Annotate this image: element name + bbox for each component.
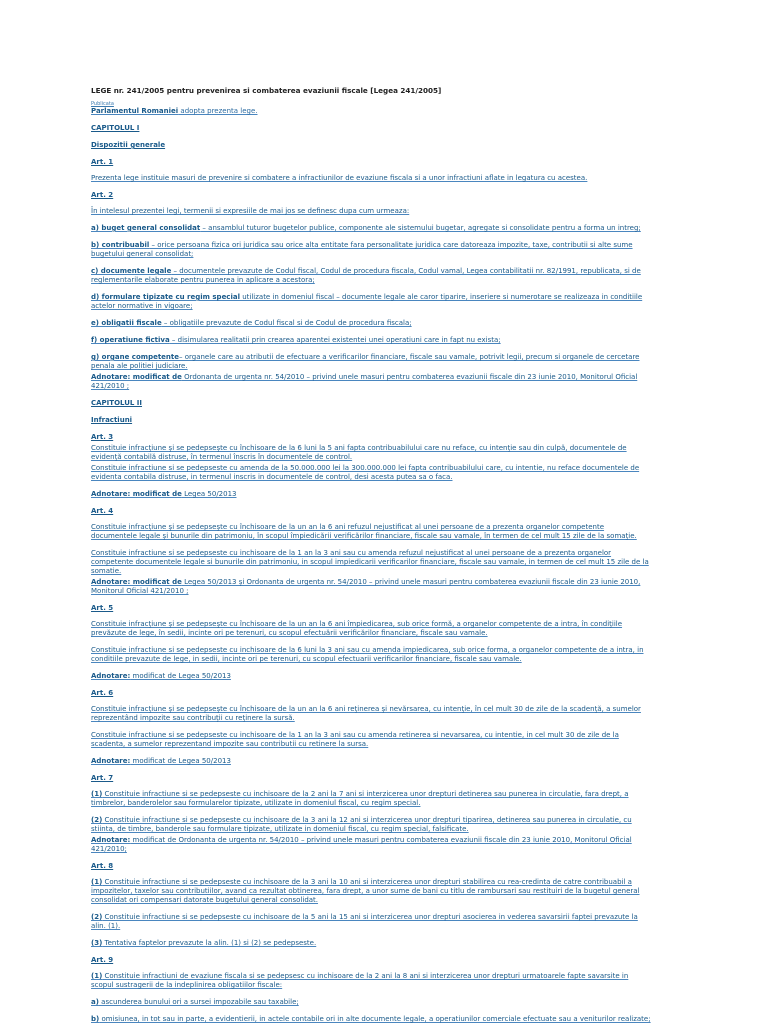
annotation-5-text: modificat de Legea 50/2013 [130, 757, 231, 765]
chapter-1-title[interactable]: Dispozitii generale [91, 141, 166, 149]
definition-b-term: b) contribuabil [91, 241, 150, 249]
article-9-letter-b-label: b) [91, 1015, 100, 1023]
article-8-paragraph-2-number: (2) [91, 913, 103, 921]
definition-c-term: c) documente legale [91, 267, 172, 275]
intro-text[interactable]: adopta prezenta lege. [178, 107, 258, 115]
article-8-paragraph-3-text: Tentativa faptelor prevazute la alin. (1) si (2) se pedepseste. [102, 939, 317, 947]
article-6-text-1[interactable]: Constituie infracţiune şi se pedepseşte cu închisoare de la un an la 6 ani reţinerea şi nevărsarea, cu intenţie, în cel mult 30 de zile de la scadenţă, a sumelor reprezentând impozite sau contribuţii cu reţinere la sursă. [91, 705, 641, 722]
definition-d-text: utilizate in domeniul fiscal – documente legale ale caror tiparire, inseriere si numerotare se realizeaza in conditiile actelor normative in vigoare; [91, 293, 643, 310]
chapter-2-heading[interactable]: CAPITOLUL II [91, 399, 143, 407]
definition-b[interactable] [91, 241, 651, 259]
annotation-5-label: Adnotare: [91, 757, 131, 765]
article-8-paragraph-2-text: Constituie infractiune si se pedepseste cu inchisoare de la 5 ani la 15 ani si interzicerea unor drepturi asocierea in vederea savarsirii faptei prevazute la alin. (1). [91, 913, 638, 930]
definition-g-term: g) organe competente [91, 353, 179, 361]
annotation-2[interactable] [91, 490, 651, 499]
article-7-paragraph-2-number: (2) [91, 816, 103, 824]
annotation-2-text: Legea 50/2013 [181, 490, 237, 498]
definition-f-text: – disimularea realitatii prin crearea aparentei existentei unei operatiuni care in fapt nu exista; [169, 336, 501, 344]
article-3-text-1[interactable]: Constituie infracţiune şi se pedepseşte cu închisoare de la 6 luni la 5 ani fapta contribuabilului care nu reface, cu intenţie sau din culpă, documentele de evidenţă contabilă distruse, în termenul înscris în documentele de control. [91, 444, 627, 461]
definition-e-text: – obligatiile prevazute de Codul fiscal si de Codul de procedura fiscala; [161, 319, 412, 327]
article-7-heading[interactable]: Art. 7 [91, 774, 114, 782]
article-7-paragraph-2[interactable] [91, 816, 651, 834]
article-9-paragraph-1[interactable] [91, 972, 651, 990]
annotation-2-label: Adnotare: modificat de [91, 490, 182, 498]
definition-f-term: f) operatiune fictiva [91, 336, 170, 344]
definition-a-text: – ansamblul tuturor bugetelor publice, componente ale sistemului bugetar, agregate si consolidate pentru a forma un intreg; [200, 224, 641, 232]
intro-bold[interactable]: Parlamentul Romaniei [91, 107, 179, 115]
definition-b-text: – orice persoana fizica ori juridica sau orice alta entitate fara personalitate juridica care datoreaza impozite, taxe, contributii si alte sume bugetului general consolidat; [91, 241, 633, 258]
article-4-text-1[interactable]: Constituie infracţiune şi se pedepseşte cu închisoare de la un an la 6 ani refuzul nejustificat al unei persoane de a prezenta organelor competente documentele legale şi bunurile din patrimoniu, în scopul împiedicării verificărilor financiare, fiscale sau vamale, în termen de cel mult 15 zile de la somaţie. [91, 523, 637, 540]
article-8-paragraph-1-text: Constituie infractiune si se pedepseste cu inchisoare de la 3 ani la 10 ani si interzicerea unor drepturi stabilirea cu rea-credinta de catre contribuabil a impozitelor, taxelor sau contributiilor, avand ca rezultat obtinerea, fara drept, a unor sume de bani cu titlu de rambursari sau restituiri de la bugetul general consolidat ori compensari datorate bugetului general consolidat. [91, 878, 640, 904]
law-document [91, 86, 651, 1032]
chapter-2-title[interactable]: Infractiuni [91, 416, 133, 424]
article-5-heading[interactable]: Art. 5 [91, 604, 114, 612]
article-3-text-2[interactable]: Constituie infractiune si se pedepseste cu amenda de la 50.000.000 lei la 300.000.000 lei fapta contribuabilului care, cu intentie, nu reface documentele de evidenta contabila distruse, in termenul inscris in documentele de control, desi acesta putea sa o faca. [91, 464, 640, 481]
annotation-3-label: Adnotare: modificat de [91, 578, 182, 586]
article-7-paragraph-1-number: (1) [91, 790, 103, 798]
annotation-6-label: Adnotare: [91, 836, 131, 844]
definition-g-text: – organele care au atributii de efectuare a verificarilor financiare, fiscale sau vamale, potrivit legii, precum si organele de cercetare penala ale politiei judiciare. [91, 353, 640, 370]
definition-c[interactable] [91, 267, 651, 285]
article-5-text-1[interactable]: Constituie infracţiune şi se pedepseşte cu închisoare de la un an la 6 ani împiedicarea, sub orice formă, a organelor competente de a intra, în condiţiile prevăzute de lege, în sedii, incinte ori pe terenuri, cu scopul efectuării verificărilor financiare, fiscale sau vamale. [91, 620, 623, 637]
article-9-paragraph-1-number: (1) [91, 972, 103, 980]
definition-d-term: d) formulare tipizate cu regim special [91, 293, 240, 301]
article-9-letter-a[interactable] [91, 998, 651, 1007]
article-4-heading[interactable]: Art. 4 [91, 507, 114, 515]
page-title: LEGE nr. 241/2005 pentru prevenirea si combaterea evaziunii fiscale [Legea 241/2005] [91, 86, 442, 95]
annotation-4[interactable] [91, 672, 651, 681]
article-9-letter-a-label: a) [91, 998, 99, 1006]
article-7-paragraph-1[interactable] [91, 790, 651, 808]
definition-a[interactable] [91, 224, 651, 233]
article-9-letter-a-text: ascunderea bunului ori a sursei impozabile sau taxabile; [98, 998, 299, 1006]
article-6-text-2[interactable]: Constituie infractiune si se pedepseste cu inchisoare de la 1 an la 3 ani sau cu amenda retinerea si nevarsarea, cu intentie, in cel mult 30 de zile de la scadenta, a sumelor reprezentand impozite sau contributii cu retinere la sursa. [91, 731, 619, 748]
published-link[interactable]: Publicata [91, 101, 114, 107]
chapter-1-heading[interactable]: CAPITOLUL I [91, 124, 140, 132]
definition-f[interactable] [91, 336, 651, 345]
article-3-heading[interactable]: Art. 3 [91, 433, 114, 441]
article-9-letter-b-text: omisiunea, in tot sau in parte, a evidentierii, in actele contabile ori in alte documente legale, a operatiunilor comerciale efectuate sau a veniturilor realizate; [99, 1015, 651, 1023]
annotation-5[interactable] [91, 757, 651, 766]
article-7-paragraph-2-text: Constituie infractiune si se pedepseste cu inchisoare de la 3 ani la 12 ani si interzicerea unor drepturi tiparirea, detinerea sau punerea in circulatie, cu stiinta, de timbre, banderole sau formulare tipizate, utilizate in domeniul fiscal, cu regim special, falsificate. [91, 816, 632, 833]
article-8-paragraph-1-number: (1) [91, 878, 103, 886]
definition-e-term: e) obligatii fiscale [91, 319, 162, 327]
article-8-paragraph-2[interactable] [91, 913, 651, 931]
definition-a-term: a) buget general consolidat [91, 224, 201, 232]
article-7-paragraph-1-text: Constituie infractiune si se pedepseste cu inchisoare de la 2 ani la 7 ani si interzicerea unor drepturi detinerea sau punerea in circulatie, fara drept, a timbrelor, banderolelor sau formularelor tipizate, utilizate in domeniul fiscal, cu regim special. [91, 790, 629, 807]
annotation-1-label: Adnotare: modificat de [91, 373, 182, 381]
article-2-intro[interactable]: În intelesul prezentei legi, termenii si expresiile de mai jos se definesc dupa cum urmeaza: [91, 207, 410, 215]
annotation-3[interactable] [91, 578, 651, 596]
definition-e[interactable] [91, 319, 651, 328]
article-4-text-2[interactable]: Constituie infractiune si se pedepseste cu inchisoare de la 1 an la 3 ani sau cu amenda refuzul nejustificat al unei persoane de a prezenta organelor competente documentele legale si bunurile din patrimoniu, in scopul impiedicarii verificarilor financiare, fiscale sau vamale, in termen de cel mult 15 zile de la somatie. [91, 549, 649, 575]
article-6-heading[interactable]: Art. 6 [91, 689, 114, 697]
annotation-1[interactable] [91, 373, 651, 391]
annotation-4-label: Adnotare: [91, 672, 131, 680]
definition-g[interactable] [91, 353, 651, 371]
annotation-6[interactable] [91, 836, 651, 854]
article-5-text-2[interactable]: Constituie infractiune si se pedepseste cu inchisoare de la 6 luni la 3 ani sau cu amenda impiedicarea, sub orice forma, a organelor competente de a intra, in conditiile prevazute de lege, in sedii, incinte ori pe terenuri, cu scopul efectuarii verificarilor financiare, fiscale sau vamale. [91, 646, 644, 663]
definition-c-text: – documentele prevazute de Codul fiscal, Codul de procedura fiscala, Codul vamal, Legea contabilitatii nr. 82/1991, republicata, si de reglementarile elaborate pentru punerea in aplicare a acestora; [91, 267, 641, 284]
article-9-letter-b[interactable] [91, 1015, 651, 1024]
article-9-paragraph-1-text: Constituie infractiuni de evaziune fiscala si se pedepsesc cu inchisoare de la 2 ani la 8 ani si interzicerea unor drepturi urmatoarele fapte savarsite in scopul sustragerii de la indeplinirea obligatiilor fiscale: [91, 972, 629, 989]
definition-d[interactable] [91, 293, 651, 311]
article-1-text[interactable]: Prezenta lege instituie masuri de prevenire si combatere a infractiunilor de evaziune fiscala si a unor infractiuni aflate in legatura cu acestea. [91, 174, 588, 182]
article-8-paragraph-3-number: (3) [91, 939, 103, 947]
intro-paragraph [91, 107, 651, 116]
annotation-3-text: Legea 50/2013 şi Ordonanta de urgenta nr. 54/2010 – privind unele masuri pentru combaterea evaziunii fiscale din 23 iunie 2010, Monitorul Oficial 421/2010 ; [91, 578, 641, 595]
annotation-6-text: modificat de Ordonanta de urgenta nr. 54/2010 – privind unele masuri pentru combaterea evaziunii fiscale din 23 iunie 2010, Monitorul Oficial 421/2010; [91, 836, 632, 853]
annotation-4-text: modificat de Legea 50/2013 [130, 672, 231, 680]
article-8-paragraph-3[interactable] [91, 939, 651, 948]
article-8-paragraph-1[interactable] [91, 878, 651, 905]
article-9-heading[interactable]: Art. 9 [91, 956, 114, 964]
article-8-heading[interactable]: Art. 8 [91, 862, 114, 870]
article-2-heading[interactable]: Art. 2 [91, 191, 114, 199]
article-1-heading[interactable]: Art. 1 [91, 158, 114, 166]
annotation-1-text: Ordonanta de urgenta nr. 54/2010 – privind unele masuri pentru combaterea evaziunii fiscale din 23 iunie 2010, Monitorul Oficial 421/2010 ; [91, 373, 638, 390]
